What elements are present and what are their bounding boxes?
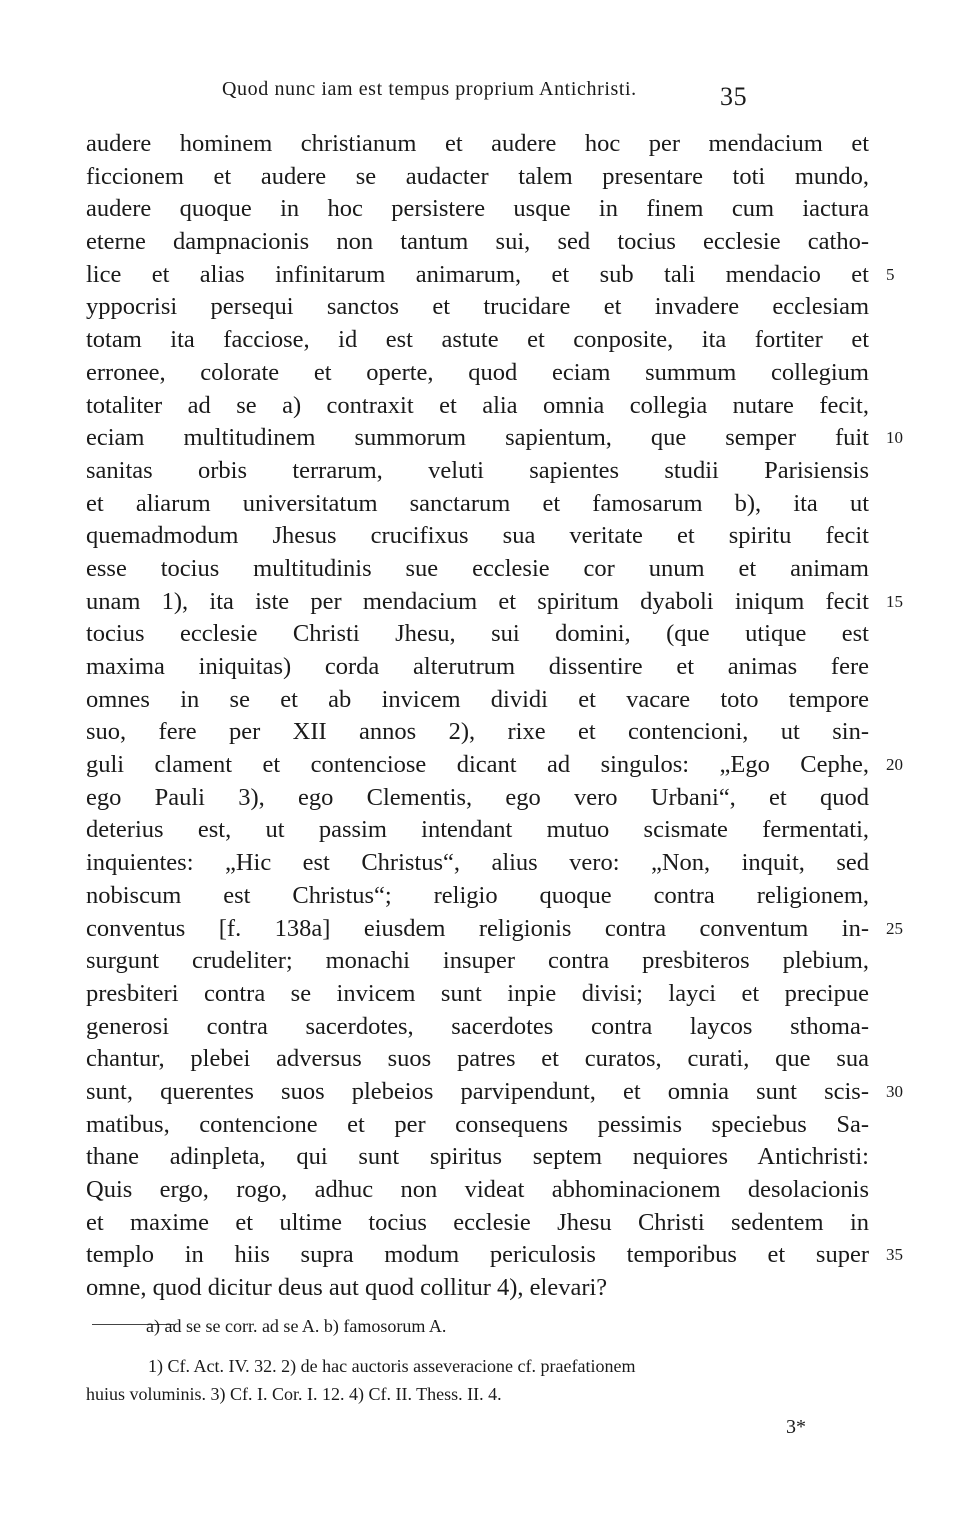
text-line: sunt, querentes suos plebeios parvipendunt, et omnia sunt scis- 30 (86, 1076, 869, 1109)
text-line: et maxime et ultime tocius ecclesie Jhesu Christi sedentem in (86, 1208, 869, 1236)
text-line: deterius est, ut passim intendant mutuo scismate fermentati, (86, 816, 869, 844)
footnote-sources-cont: huius voluminis. 3) Cf. I. Cor. I. 12. 4) Cf. II. Thess. II. 4. (86, 1384, 502, 1404)
text-line: audere hominem christianum et audere hoc per mendacium et (86, 130, 869, 157)
line-number: 20 (886, 755, 903, 775)
text-line: presbiteri contra se invicem sunt inpie divisi; layci et precipue (86, 979, 869, 1007)
text-line: lice et alias infinitarum animarum, et sub tali mendacio et 5 (86, 259, 869, 292)
signature-mark: 3* (786, 1416, 806, 1438)
text-line: ego Pauli 3), ego Clementis, ego vero Urbani“, et quod (86, 783, 869, 811)
text-line: nobiscum est Christus“; religio quoque contra religionem, (86, 881, 869, 909)
line-number: 25 (886, 918, 903, 938)
text-line: omne, quod dicitur deus aut quod collitur 4), elevari? (86, 1274, 608, 1302)
text-line: chantur, plebei adversus suos patres et curatos, curati, que sua (86, 1045, 869, 1073)
text-line: omnes in se et ab invicem dividi et vacare toto tempore (86, 685, 869, 713)
footnote-apparatus: a) ad se se corr. ad se A. b) famosorum A. (146, 1316, 447, 1336)
text-line: erronee, colorate et operte, quod eciam summum collegium (86, 358, 869, 386)
text-line: thane adinpleta, qui sunt spiritus septem nequiores Antichristi: (86, 1143, 869, 1171)
text-line: unam 1), ita iste per mendacium et spiritum dyaboli iniqum fecit 15 (86, 586, 869, 619)
line-number: 30 (886, 1081, 903, 1101)
page-number: 35 (720, 82, 748, 111)
text-line: esse tocius multitudinis sue ecclesie cor unum et animam (86, 554, 869, 582)
text-line: templo in hiis supra modum periculosis temporibus et super 35 (86, 1239, 869, 1272)
text-line: guli clament et contenciose dicant ad singulos: „Ego Cephe, 20 (86, 749, 869, 782)
main-text (86, 128, 903, 1305)
text-line: conventus [f. 138a] eiusdem religionis contra conventum in- 25 (86, 913, 869, 946)
text-line: quemadmodum Jhesus crucifixus sua veritate et spiritu fecit (86, 522, 869, 550)
text-line: maxima iniquitas) corda alterutrum dissentire et animas fere (86, 653, 869, 680)
footnote-sources: 1) Cf. Act. IV. 32. 2) de hac auctoris asseveracione cf. praefationem (148, 1356, 636, 1376)
text-line: generosi contra sacerdotes, sacerdotes contra laycos sthoma- (86, 1012, 869, 1040)
line-number: 15 (886, 591, 903, 611)
line-number: 35 (886, 1245, 903, 1265)
text-line: audere quoque in hoc persistere usque in finem cum iactura (86, 195, 869, 223)
text-line: surgunt crudeliter; monachi insuper contra presbiteros plebium, (86, 947, 869, 975)
text-line: tocius ecclesie Christi Jhesu, sui domini, (que utique est (86, 620, 869, 648)
line-number: 10 (886, 428, 903, 448)
text-line: ficcionem et audere se audacter talem presentare toti mundo, (86, 162, 869, 190)
text-line: eterne dampnacionis non tantum sui, sed tocius ecclesie catho- (86, 228, 869, 256)
text-line: eciam multitudinem summorum sapientum, que semper fuit 10 (86, 422, 869, 455)
text-line: inquientes: „Hic est Christus“, alius vero: „Non, inquit, sed (86, 849, 869, 877)
text-line: yppocrisi persequi sanctos et trucidare et invadere ecclesiam (86, 293, 869, 321)
text-line: matibus, contencione et per consequens pessimis speciebus Sa- (86, 1110, 869, 1138)
line-number: 5 (886, 264, 895, 284)
running-title: Quod nunc iam est tempus proprium Antichristi. (222, 78, 637, 100)
text-line: totam ita facciose, id est astute et conposite, ita fortiter et (86, 326, 869, 354)
text-line: Quis ergo, rogo, adhuc non videat abhominacionem desolacionis (86, 1176, 869, 1203)
text-line: sanitas orbis terrarum, veluti sapientes studii Parisiensis (86, 456, 869, 484)
text-line: totaliter ad se a) contraxit et alia omnia collegia nutare fecit, (86, 391, 869, 419)
text-line: et aliarum universitatum sanctarum et famosarum b), ita ut (86, 489, 869, 517)
text-line: suo, fere per XII annos 2), rixe et contencioni, ut sin- (86, 718, 869, 746)
